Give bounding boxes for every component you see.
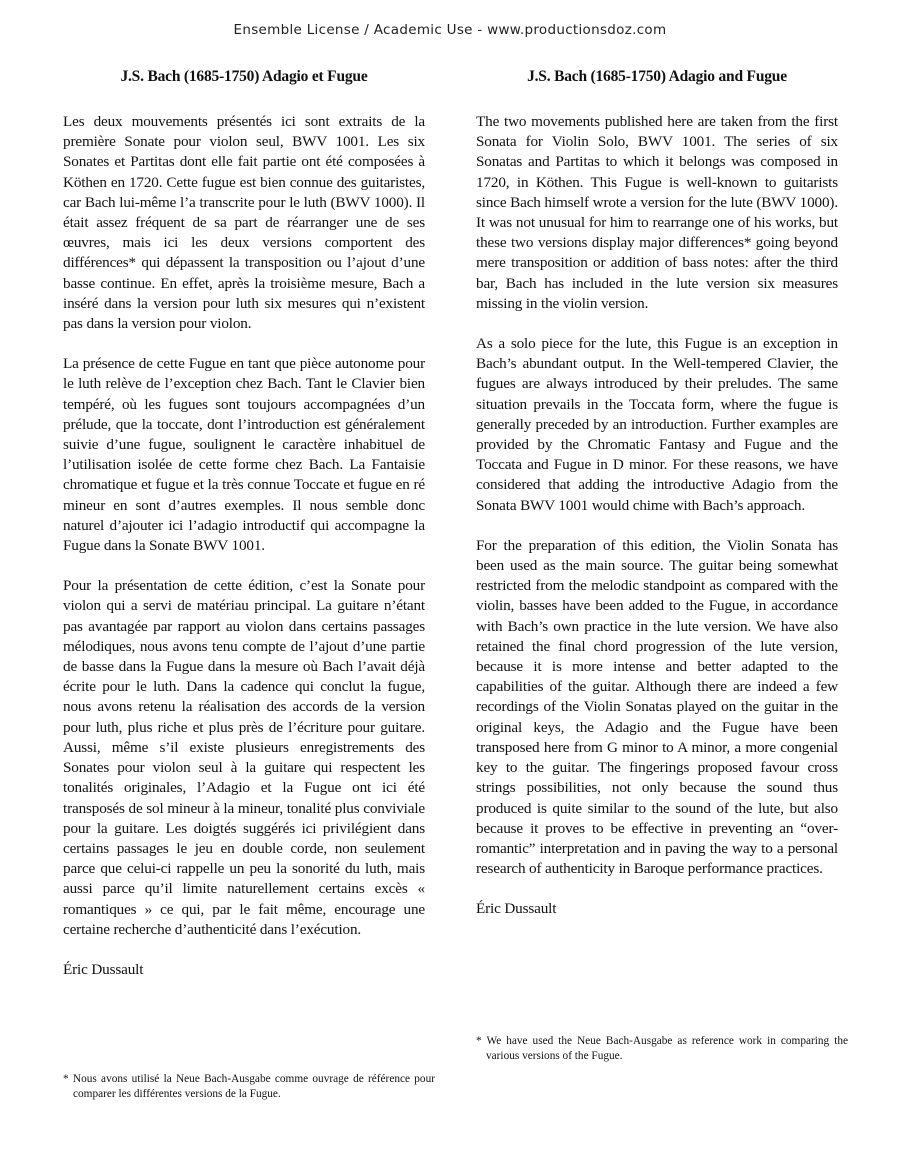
- french-footnote: * Nous avons utilisé la Neue Bach-Ausgabe comme ouvrage de référence pour comparer les différentes versions de la Fugue.: [63, 1073, 435, 1100]
- english-paragraph: For the preparation of this edition, the Violin Sonata has been used as the main source. The guitar being somewhat restricted from the melodic standpoint as compared with the violin, basses have been added to the Fugue, in accordance with Bach’s own practice in the lute version. We have also retained the final chord progression of the lute version, because it is more intense and better adapted to the capabilities of the guitar. Although there are indeed a few recordings of the Violin Sonatas played on the guitar in the original keys, the Adagio and the Fugue have been transposed here from G minor to A minor, a more congenial key to the guitar. The fingerings proposed favour cross strings possibilities, not only because the sound thus produced is quite similar to the sound of the lute, but also because it proves to be effective in preventing an “over-romantic” interpretation and in paving the way to a personal research of authenticity in Baroque performance practices.: [476, 536, 838, 878]
- english-title: J.S. Bach (1685-1750) Adagio and Fugue: [527, 68, 787, 85]
- french-paragraph: La présence de cette Fugue en tant que pièce autonome pour le luth relève de l’exception chez Bach. Tant le Clavier bien tempéré, où les fugues sont toujours accompagnées d’un prélude, que la toccate, dont l’introduction est généralement suivie d’une fugue, soulignent le caractère inhabituel de l’utilisation isolée de cette forme chez Bach. La Fantaisie chromatique et fugue et la très connue Toccate et fugue en ré mineur en sont d’autres exemples. Il nous semble donc naturel d’ajouter ici l’adagio introductif qui accompagne la Fugue dans la Sonate BWV 1001.: [63, 355, 425, 555]
- french-column: [63, 68, 435, 1100]
- french-title: J.S. Bach (1685-1750) Adagio et Fugue: [120, 68, 368, 85]
- french-signature: Éric Dussault: [63, 960, 144, 978]
- english-column: [476, 68, 848, 1062]
- english-signature: Éric Dussault: [476, 900, 557, 918]
- english-paragraph: The two movements published here are taken from the first Sonata for Violin Solo, BWV 1001. The series of six Sonatas and Partitas to which it belongs was composed in 1720, in Köthen. This Fugue is well-known to guitarists since Bach himself wrote a version for the lute (BWV 1000). It was not unusual for him to rearrange one of his works, but these two versions display major differences* going beyond mere transposition or addition of bass notes: after the third bar, Bach has included in the lute version six measures missing in the violin version.: [476, 113, 838, 312]
- page-header: Ensemble License / Academic Use - www.productionsdoz.com: [233, 22, 667, 38]
- english-paragraph: As a solo piece for the lute, this Fugue is an exception in Bach’s abundant output. In the Well-tempered Clavier, the fugues are always introduced by their preludes. The same situation prevails in the Toccata form, where the fugue is generally preceded by an introduction. Further examples are provided by the Chromatic Fantasy and Fugue and the Toccata and Fugue in D minor. For these reasons, we have considered that adding the introductive Adagio from the Sonata BWV 1001 would chime with Bach’s approach.: [476, 335, 838, 514]
- french-paragraph: Pour la présentation de cette édition, c’est la Sonate pour violon qui a servi de matériau principal. La guitare n’étant pas avantagée par rapport au violon dans certains passages mélodiques, nous avons tenu compte de l’ajout d’une partie de basse dans la Fugue dans la mesure où Bach l’avait déjà écrite pour le luth. Dans la cadence qui conclut la fugue, nous avons retenu la réalisation des accords de la version pour luth, plus riche et plus près de l’écriture pour guitare. Aussi, même s’il existe plusieurs enregistrements des Sonates pour violon seul à la guitare qui respectent les tonalités originales, l’Adagio et la Fugue ont ici été transposés de sol mineur à la mineur, tonalité plus conviviale pour la guitare. Les doigtés suggérés ici privilégient dans certains passages le jeu en double corde, non seulement parce que celui-ci rappelle un peu la sonorité du luth, mais aussi parce qu’il limite naturellement certains excès « romantiques » ce qui, par le fait même, encourage une certaine recherche d’authenticité dans l’exécution.: [63, 577, 425, 938]
- english-footnote: * We have used the Neue Bach-Ausgabe as reference work in comparing the various versions of the Fugue.: [476, 1035, 848, 1062]
- french-paragraph: Les deux mouvements présentés ici sont extraits de la première Sonate pour violon seul, BWV 1001. Les six Sonates et Partitas dont elle fait partie ont été composées à Köthen en 1720. Cette fugue est bien connue des guitaristes, car Bach lui-même l’a transcrite pour le luth (BWV 1000). Il était assez fréquent de sa part de réarranger une de ses œuvres, mais ici les deux versions comportent des différences* qui dépassent la transposition ou l’ajout d’une basse continue. En effet, après la troisième mesure, Bach a inséré dans la version pour luth six mesures qui n’existent pas dans la version pour violon.: [63, 113, 425, 333]
